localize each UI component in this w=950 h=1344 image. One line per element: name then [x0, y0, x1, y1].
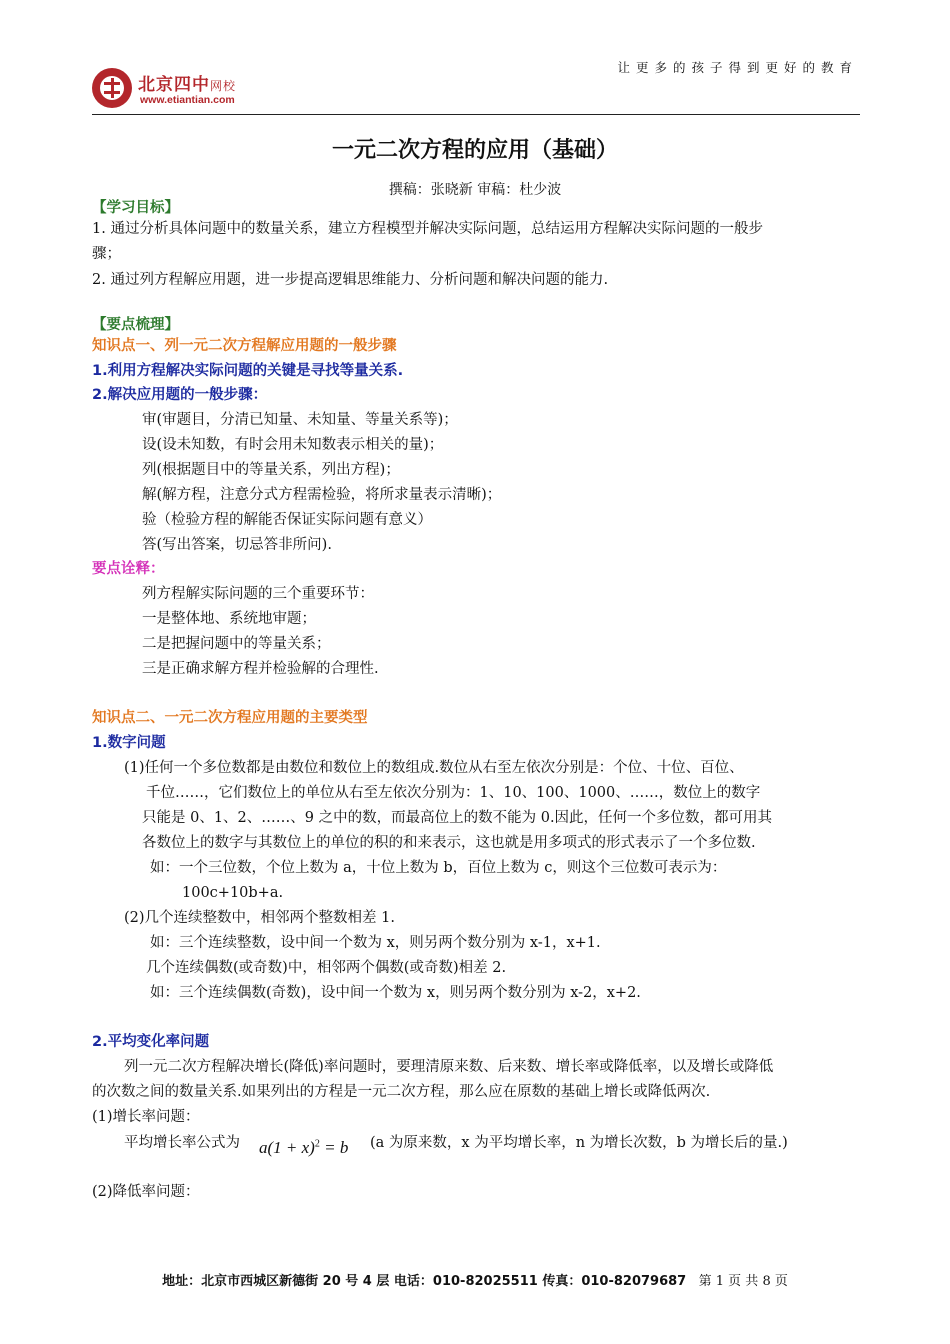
text-line: (1)任何一个多位数都是由数位和数位上的数组成.数位从右至左依次分别是：个位、十位、百位、: [124, 760, 744, 776]
text-line: 各数位上的数字与其数位上的单位的积的和来表示，这也就是用多项式的形式表示了一个多位数.: [142, 835, 756, 851]
header-divider: [92, 114, 860, 115]
section-heading: 知识点二、一元二次方程应用题的主要类型: [92, 710, 368, 726]
text-line: 验（检验方程的解能否保证实际问题有意义）: [142, 512, 432, 528]
text-line: 二是把握问题中的等量关系；: [142, 636, 331, 652]
text-line: 千位……，它们数位上的单位从右至左依次分别为：1、10、100、1000、……，数位上的数字: [146, 785, 761, 801]
text-line: 几个连续偶数(或奇数)中，相邻两个偶数(或奇数)相差 2.: [146, 960, 507, 976]
text-line: 列方程解实际问题的三个重要环节：: [142, 586, 374, 602]
text-line: (a 为原来数，x 为平均增长率，n 为增长次数，b 为增长后的量.): [370, 1135, 788, 1151]
text-line: 的次数之间的数量关系.如果列出的方程是一元二次方程，那么应在原数的基础上增长或降低两次.: [92, 1084, 711, 1100]
section-heading: 2.解决应用题的一般步骤：: [92, 387, 268, 403]
section-heading: 知识点一、列一元二次方程解应用题的一般步骤: [92, 338, 397, 354]
slogan: 让更多的孩子得到更好的教育: [617, 60, 858, 75]
text-line: 列(根据题目中的等量关系，列出方程)；: [142, 462, 400, 478]
text-line: 设(设未知数，有时会用未知数表示相关的量)；: [142, 437, 444, 453]
logo-name: 北京四中网校: [138, 75, 237, 95]
text-line: 如：一个三位数，个位上数为 a，十位上数为 b，百位上数为 c，则这个三位数可表示为：: [150, 860, 727, 876]
section-heading: 1.利用方程解决实际问题的关键是寻找等量关系.: [92, 363, 404, 379]
text-line: 审(审题目，分清已知量、未知量、等量关系等)；: [142, 412, 458, 428]
page-footer: [0, 1270, 950, 1289]
text-line: 如：三个连续偶数(奇数)，设中间一个数为 x，则另两个数分别为 x-2，x+2.: [150, 985, 641, 1001]
page-title: 一元二次方程的应用（基础）: [331, 138, 618, 163]
text-line: (2)几个连续整数中，相邻两个整数相差 1.: [124, 910, 395, 926]
footer-address: 地址：北京市西城区新德街 20 号 4 层 电话：010-82025511 传真：010-82079687: [162, 1274, 687, 1289]
text-line: 三是正确求解方程并检验解的合理性.: [142, 661, 379, 677]
section-heading: 【学习目标】: [92, 200, 179, 216]
text-line: 只能是 0、1、2、……、9 之中的数，而最高位上的数不能为 0.因此，任何一个多位数，都可用其: [142, 810, 773, 826]
footer-page: 第 1 页 共 8 页: [698, 1274, 788, 1289]
authors-line: 撰稿：张晓新 审稿：杜少波: [388, 182, 562, 198]
text-line: (2)降低率问题：: [92, 1184, 200, 1200]
growth-formula: $a(1 + x)^2 = b$: [259, 1138, 349, 1157]
section-heading: 要点诠释：: [92, 561, 165, 577]
text-line: 如：三个连续整数，设中间一个数为 x，则另两个数分别为 x-1，x+1.: [150, 935, 601, 951]
section-heading: 2.平均变化率问题: [92, 1034, 210, 1050]
text-line: 一是整体地、系统地审题；: [142, 611, 316, 627]
text-line: 列一元二次方程解决增长(降低)率问题时，要理清原来数、后来数、增长率或降低率，以及增长或降低: [124, 1059, 774, 1075]
section-heading: 【要点梳理】: [92, 317, 179, 333]
school-logo-icon: [92, 68, 132, 108]
text-line: (1)增长率问题：: [92, 1109, 200, 1125]
section-heading: 1.数字问题: [92, 735, 166, 751]
text-line: 100c+10b+a.: [182, 885, 284, 901]
text-line: 骤；: [92, 246, 121, 262]
text-line: 解(解方程，注意分式方程需检验，将所求量表示清晰)；: [142, 487, 502, 503]
logo-url: www.etiantian.com: [140, 94, 235, 106]
text-line: 2. 通过列方程解应用题，进一步提高逻辑思维能力、分析问题和解决问题的能力.: [92, 272, 609, 288]
text-line: 1. 通过分析具体问题中的数量关系，建立方程模型并解决实际问题，总结运用方程解决实际问题的一般步: [92, 221, 763, 237]
text-line: 平均增长率公式为: [124, 1135, 240, 1151]
text-line: 答(写出答案，切忌答非所问).: [142, 537, 332, 553]
